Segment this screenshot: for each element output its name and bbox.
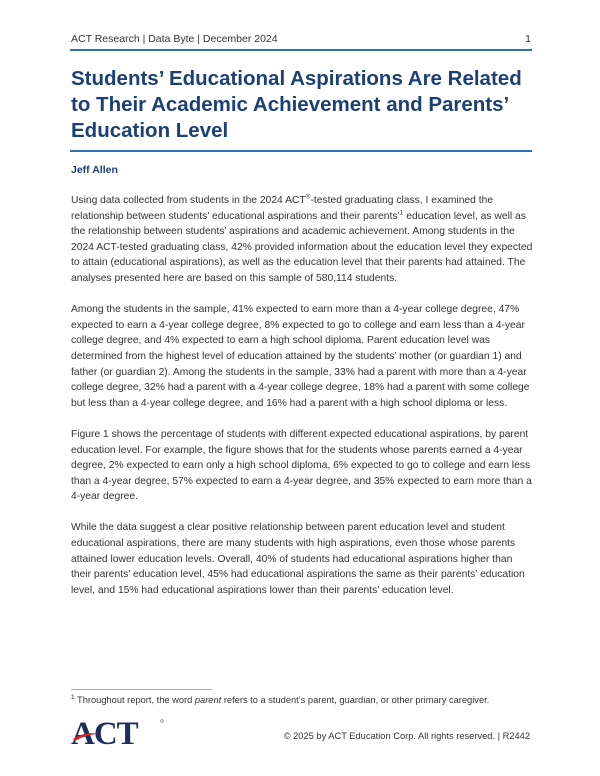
footnote-marker: 1: [71, 693, 75, 701]
paragraph-2: Among the students in the sample, 41% expected to earn more than a 4-year college degree, 47% expected to earn a 4-year college degree, 8% expected to go to college and earn less than a 4-year college degree, and 4% expected to earn a high school diploma. Parent education level was determined from the highest level of education attained by the students’ mother (or guardian 1) and father (or guardian 2). Among the students in the sample, 33% had a parent with more than a 4-year college degree, 32% had a parent with a 4-year college degree, 18% had a parent with some college but less than a 4-year college degree, and 16% had a parent with a high school diploma or less.: [71, 304, 530, 409]
text: Throughout report, the word: [74, 695, 195, 705]
running-title: ACT Research | Data Byte | December 2024: [71, 33, 278, 45]
running-header: [71, 33, 531, 45]
act-logo: [71, 717, 165, 752]
text: -tested graduating class, I examined the relationship between students’ educational aspirations and their parents’: [71, 195, 494, 222]
svg-text:ACT: ACT: [71, 717, 138, 747]
footnote: [71, 695, 489, 705]
paragraph-1: [71, 193, 533, 287]
copyright: © 2025 by ACT Education Corp. All rights reserved. | R2442: [283, 731, 530, 741]
author: Jeff Allen: [71, 164, 118, 176]
title-rule: [70, 150, 532, 152]
footnote-ref[interactable]: 1: [399, 209, 404, 217]
paragraph-4: While the data suggest a clear positive relationship between parent education level and student educational aspirations, there are many students with high aspirations, even those whose parents attained lower education levels. Overall, 40% of students had educational aspirations higher than their parents’ education level, 45% had educational aspirations the same as their parents’ education level, and 15% had educational aspirations lower than their parents’ education level.: [71, 522, 525, 596]
text: education level, as well as the relationship between students’ aspirations and academic achievement. Among students in the 2024 ACT-tested graduating class, 42% provided information about the education level they expected to attain (educational aspirations), as well as the education level that their parents had attained. The analyses presented here are based on this sample of 580,114 students.: [71, 210, 533, 284]
header-rule: [70, 49, 532, 51]
footnote-rule: [71, 689, 212, 690]
text: Using data collected from students in the 2024 ACT: [71, 195, 306, 206]
page-number: 1: [525, 33, 531, 45]
registered-mark: ®: [305, 193, 311, 201]
text: parent: [194, 695, 222, 705]
paragraph-3: Figure 1 shows the percentage of students with different expected educational aspirations, by parent education level. For example, the figure shows that for the students whose parents earned a 4-year degree, 2% expected to earn only a high school diploma, 6% expected to go to college and earn less than a 4-year degree, 57% expected to earn a 4-year degree, and 35% expected to earn more than a 4-year degree.: [71, 428, 532, 503]
text: refers to a student’s parent, guardian, or other primary caregiver.: [221, 695, 490, 705]
page-title: Students’ Educational Aspirations Are Related to Their Academic Achievement and Parents’ Education Level: [71, 67, 522, 142]
body-text: [71, 193, 533, 614]
